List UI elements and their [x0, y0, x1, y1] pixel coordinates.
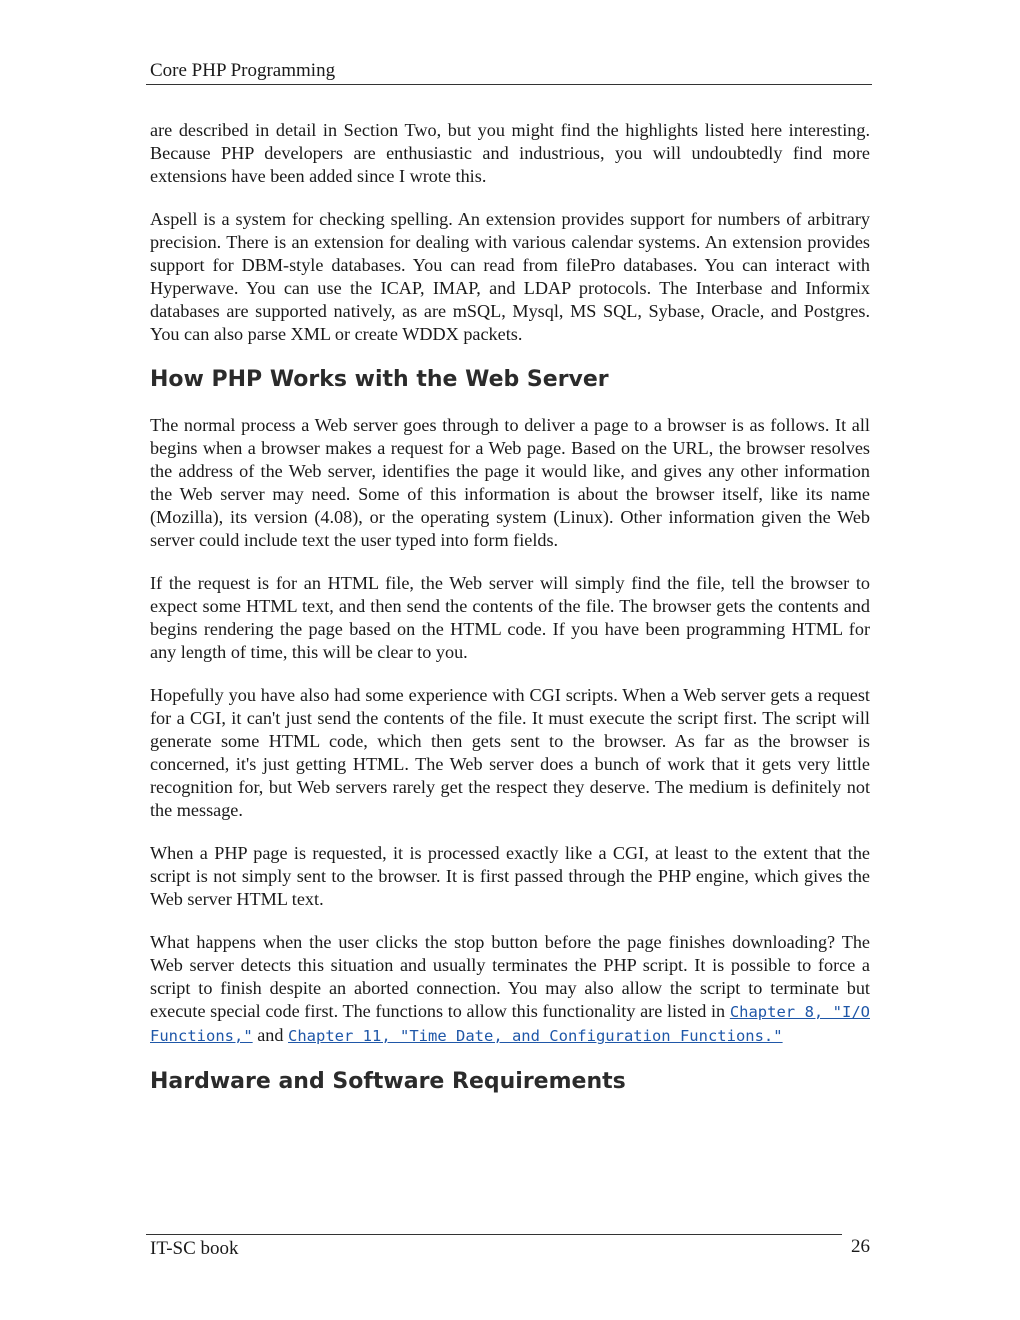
- paragraph-stop-button-text: What happens when the user clicks the stop button before the page finishes downloading? The Web server detects this situation and usually terminates the PHP script. It is possible to force a script to finish despite an aborted connection. You may also allow the script to terminate but execute special code first. The functions to allow this functionality are listed in: [150, 932, 870, 1021]
- section-heading-requirements: Hardware and Software Requirements: [150, 1069, 626, 1094]
- paragraph-web-server-process: The normal process a Web server goes through to deliver a page to a browser is as follows. It all begins when a browser makes a request for a Web page. Based on the URL, the browser resolves the address of the Web server, identifies the page it would like, and gives any other information the Web server may need. Some of this information is about the browser itself, like its name (Mozilla), its version (4.08), or the operating system (Linux). Other information given the Web server could include text the user typed into form fields.: [150, 415, 870, 550]
- link-chapter-11[interactable]: Chapter 11, "Time Date, and Configuration Functions.": [288, 1027, 783, 1045]
- paragraph-extensions-intro: are described in detail in Section Two, but you might find the highlights listed here interesting. Because PHP developers are enthusiastic and industrious, you will undoubtedly find more extensions have been added since I wrote this.: [150, 120, 870, 186]
- footer-book-name: IT-SC book: [150, 1238, 239, 1259]
- section-heading-web-server: How PHP Works with the Web Server: [150, 367, 609, 392]
- header-divider: [146, 84, 872, 85]
- footer-divider: [146, 1234, 842, 1235]
- paragraph-cgi-scripts: Hopefully you have also had some experience with CGI scripts. When a Web server gets a request for a CGI, it can't just send the contents of the file. It must execute the script first. The script will generate some HTML code, which then gets sent to the browser. As far as the browser is concerned, it's just getting HTML. The Web server does a bunch of work that it gets very little recognition for, but Web servers rarely get the respect they deserve. The medium is definitely not the message.: [150, 685, 870, 820]
- paragraph-extensions-list: Aspell is a system for checking spelling. An extension provides support for numbers of arbitrary precision. There is an extension for dealing with various calendar systems. An extension provides support for DBM-style databases. You can read from filePro databases. You can interact with Hyperwave. You can use the ICAP, IMAP, and LDAP protocols. The Interbase and Informix databases are supported natively, as are mSQL, Mysql, MS SQL, Sybase, Oracle, and Postgres. You can also parse XML or create WDDX packets.: [150, 209, 870, 344]
- running-header: Core PHP Programming: [150, 60, 336, 81]
- link-chapter-8[interactable]: Chapter 8, "I/O Functions,": [150, 1003, 870, 1045]
- paragraph-html-request: If the request is for an HTML file, the Web server will simply find the file, tell the browser to expect some HTML text, and then send the contents of the file. The browser gets the contents and begins rendering the page based on the HTML code. If you have been programming HTML for any length of time, this will be clear to you.: [150, 573, 870, 662]
- page-content: [150, 119, 870, 1096]
- page-number: 26: [851, 1236, 870, 1257]
- paragraph-stop-button: [150, 931, 870, 1048]
- paragraph-conjunction: and: [252, 1025, 289, 1045]
- paragraph-php-request: When a PHP page is requested, it is processed exactly like a CGI, at least to the extent that the script is not simply sent to the browser. It is first passed through the PHP engine, which gives the Web server HTML text.: [150, 843, 870, 909]
